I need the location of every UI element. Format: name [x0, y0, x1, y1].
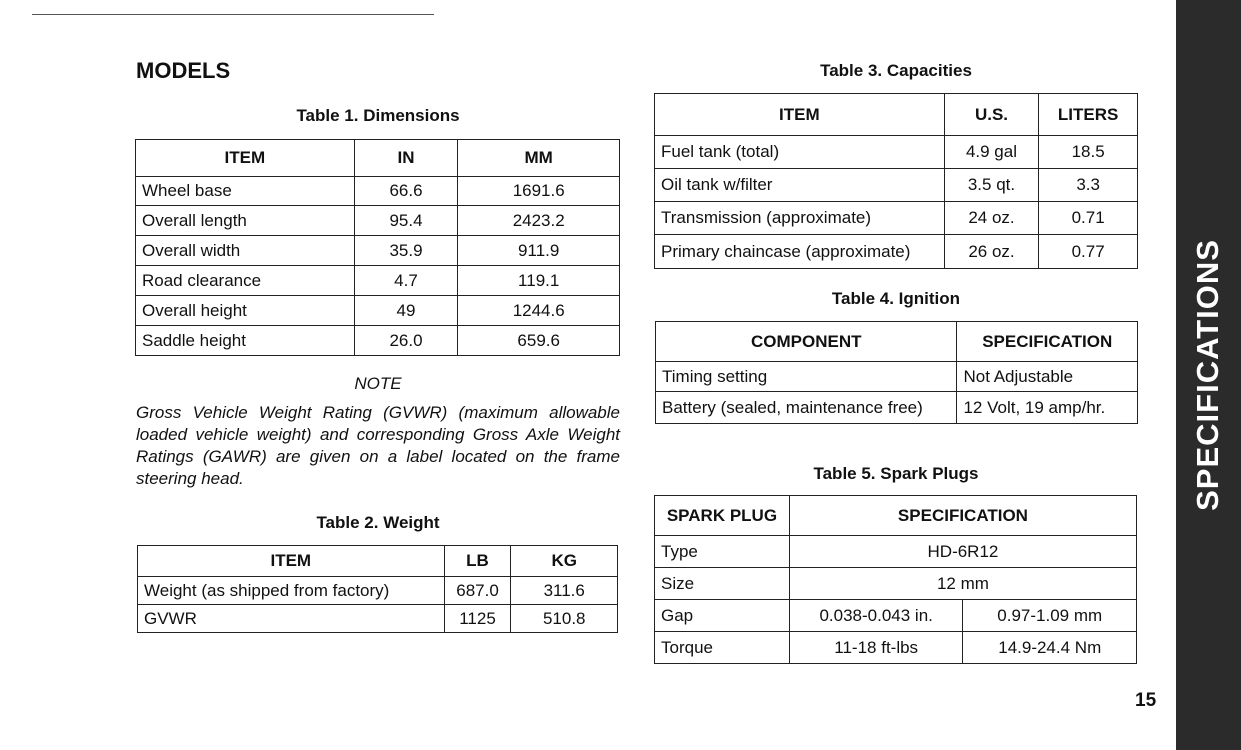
table-cell: Gap — [655, 600, 790, 632]
table-row — [655, 568, 1137, 600]
header-cell: LB — [444, 546, 511, 577]
table-row — [136, 236, 620, 266]
header-cell: MM — [458, 140, 620, 177]
table-cell: 0.97-1.09 mm — [963, 600, 1137, 632]
table-cell: 911.9 — [458, 236, 620, 266]
table-row — [656, 392, 1138, 424]
table-cell: 687.0 — [444, 577, 511, 605]
table-header-row — [655, 94, 1138, 136]
table-cell: 66.6 — [354, 177, 458, 206]
table-cell: 3.3 — [1039, 169, 1138, 202]
header-cell: COMPONENT — [656, 322, 957, 362]
table-cell: Battery (sealed, maintenance free) — [656, 392, 957, 424]
table-row — [138, 577, 618, 605]
header-cell: KG — [511, 546, 618, 577]
table-cell: 11-18 ft-lbs — [789, 632, 963, 664]
table-cell: 12 mm — [789, 568, 1136, 600]
table-row — [138, 605, 618, 633]
section-tab-label: SPECIFICATIONS — [1190, 239, 1225, 511]
table-cell: 4.7 — [354, 266, 458, 296]
ignition-table — [655, 321, 1138, 424]
table-cell: 510.8 — [511, 605, 618, 633]
table-cell: 24 oz. — [944, 202, 1039, 235]
table-row — [655, 536, 1137, 568]
table-header-row — [138, 546, 618, 577]
table-row — [655, 632, 1137, 664]
table-cell: 119.1 — [458, 266, 620, 296]
spark-plugs-table — [654, 495, 1137, 664]
table-cell: HD-6R12 — [789, 536, 1136, 568]
table-cell: Overall length — [136, 206, 355, 236]
table-cell: Not Adjustable — [957, 362, 1138, 392]
table-header-row — [136, 140, 620, 177]
header-cell: IN — [354, 140, 458, 177]
table-cell: Size — [655, 568, 790, 600]
header-cell: U.S. — [944, 94, 1039, 136]
table-cell: Type — [655, 536, 790, 568]
table-cell: 0.038-0.043 in. — [789, 600, 963, 632]
header-cell: ITEM — [655, 94, 945, 136]
note-title: NOTE — [354, 374, 402, 393]
note-text: Gross Vehicle Weight Rating (GVWR) (maximum allowable loaded vehicle weight) and corresponding Gross Axle Weight Ratings (GAWR) are given on a label located on the frame steering head. — [136, 403, 620, 488]
capacities-table — [654, 93, 1138, 269]
header-cell: ITEM — [138, 546, 445, 577]
table-cell: Transmission (approximate) — [655, 202, 945, 235]
table-cell: 1125 — [444, 605, 511, 633]
table-cell: Timing setting — [656, 362, 957, 392]
table-cell: Fuel tank (total) — [655, 136, 945, 169]
page-number: 15 — [1135, 690, 1157, 711]
table-header-row — [655, 496, 1137, 536]
table1-caption: Table 1. Dimensions — [296, 106, 460, 125]
table-cell: 311.6 — [511, 577, 618, 605]
table-cell: Weight (as shipped from factory) — [138, 577, 445, 605]
table-header-row — [656, 322, 1138, 362]
table-cell: Overall height — [136, 296, 355, 326]
table-row — [655, 169, 1138, 202]
table-cell: GVWR — [138, 605, 445, 633]
table-cell: 95.4 — [354, 206, 458, 236]
table-row — [655, 600, 1137, 632]
weight-table — [137, 545, 618, 633]
dimensions-table — [135, 139, 620, 356]
table-cell: 4.9 gal — [944, 136, 1039, 169]
table-row — [136, 177, 620, 206]
table5-caption: Table 5. Spark Plugs — [813, 464, 979, 483]
table-cell: 2423.2 — [458, 206, 620, 236]
header-cell: LITERS — [1039, 94, 1138, 136]
table-cell: 18.5 — [1039, 136, 1138, 169]
table-row — [655, 235, 1138, 269]
table-cell: 3.5 qt. — [944, 169, 1039, 202]
table-row — [136, 296, 620, 326]
table-row — [136, 326, 620, 356]
table-cell: Overall width — [136, 236, 355, 266]
top-rule — [32, 14, 434, 15]
table-row — [655, 136, 1138, 169]
table-cell: 659.6 — [458, 326, 620, 356]
table-row — [136, 206, 620, 236]
table-row — [136, 266, 620, 296]
header-cell: SPECIFICATION — [957, 322, 1138, 362]
table-cell: Torque — [655, 632, 790, 664]
table-cell: 35.9 — [354, 236, 458, 266]
table-cell: Road clearance — [136, 266, 355, 296]
table-row — [655, 202, 1138, 235]
table2-caption: Table 2. Weight — [316, 513, 440, 532]
table-cell: Oil tank w/filter — [655, 169, 945, 202]
page-heading: MODELS — [136, 58, 231, 83]
header-cell: SPECIFICATION — [789, 496, 1136, 536]
table-cell: 0.77 — [1039, 235, 1138, 269]
table-cell: 26.0 — [354, 326, 458, 356]
table-cell: 1244.6 — [458, 296, 620, 326]
header-cell: ITEM — [136, 140, 355, 177]
table-cell: Saddle height — [136, 326, 355, 356]
table-cell: 0.71 — [1039, 202, 1138, 235]
table4-caption: Table 4. Ignition — [831, 289, 961, 308]
table-row — [656, 362, 1138, 392]
table-cell: Wheel base — [136, 177, 355, 206]
table-cell: 12 Volt, 19 amp/hr. — [957, 392, 1138, 424]
table-cell: 1691.6 — [458, 177, 620, 206]
table-cell: 49 — [354, 296, 458, 326]
table3-caption: Table 3. Capacities — [820, 61, 972, 80]
table-cell: 14.9-24.4 Nm — [963, 632, 1137, 664]
table-cell: Primary chaincase (approximate) — [655, 235, 945, 269]
table-cell: 26 oz. — [944, 235, 1039, 269]
header-cell: SPARK PLUG — [655, 496, 790, 536]
